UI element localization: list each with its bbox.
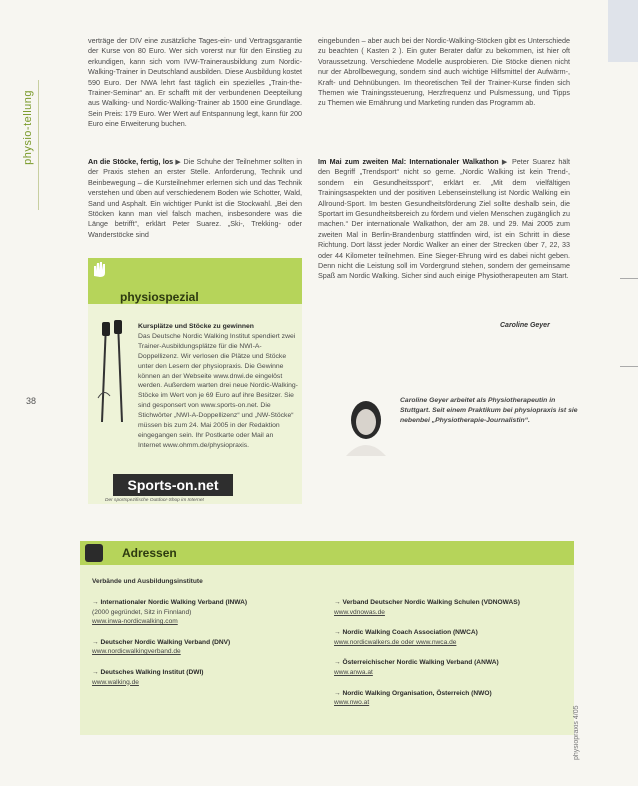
arrow-icon: ▶: [175, 157, 184, 166]
body-column-left-top: [88, 36, 302, 130]
addresses-right-column: [334, 598, 564, 719]
arrow-icon: →: [334, 659, 343, 667]
address-entry: [334, 628, 564, 647]
author-photo: [342, 394, 390, 456]
paragraph: [318, 157, 570, 282]
spezial-heading: Kursplätze und Stöcke zu gewinnen: [138, 323, 254, 330]
paragraph-text: Peter Suarez hält den Begriff „Trendsport“ nicht so gerne. „Nordic Walking ist kein Trend-, sondern ein Gesundheitssport“, erklärt er. „Mit dem vielfältigen Trainingsaspekten und der positiven Lebenseinstellung ist Nordic Walking ein Allround-Sport. Im besten Gesundheitsförderung Ziel sollte deshalb sein, die Sportart im Gesundheitsbereich zu fördern und vielen Menschen zugänglich zu machen.“ Der internationale Walkathon, der am 28. und 29. Mai 2005 zum zweiten Mal in Berlin-Brandenburg stattfinden wird, ist ein Schritt in diese Richtung. Dort lässt jeder Nordic Walker an einer der Strecken über 7, 22, 33 oder 44 Kilometer teilnehmen. Eine Sieger-Ehrung wird es dabei nicht geben. Denn nicht die Leistung soll im Vordergrund stehen, sondern der gemeinsame Spaß am Nordic Walking. Sicher sind auch einige Physiotherapeuten am Start.: [318, 157, 570, 281]
org-link[interactable]: www.anwa.at: [334, 668, 373, 676]
address-book-icon: [85, 544, 103, 562]
walking-poles-image: [92, 318, 132, 428]
hand-icon: [88, 258, 110, 280]
addresses-left-column: [92, 598, 312, 698]
body-column-right-top: [318, 36, 570, 109]
spezial-paragraph: Das Deutsche Nordic Walking Institut spendiert zwei Trainer-Ausbildungsplätze für die NWI-A-Doppellizenz. Wir verlosen die Plätze und Stöcke unter den Lesern der physiopraxis. Die Gewinne können an der Webseite www.dnwi.de eingelöst werden. Außerdem warten drei neue Nordic-Walking-Stöcke im Wert von je 69 Euro auf ihre Besitzer. Sie sind gesponsert von www.sports-on.net. Die Stichwörter „NWI-A-Doppellizenz“ und „NW-Stöcke“ müssen bis zum 24. Mai 2005 in der Redaktion eingegangen sein. Ihr Postkarte oder Mail an Internet www.ohmm.de/physiopraxis.: [138, 332, 298, 449]
org-name: Verband Deutscher Nordic Walking Schulen (VDNOWAS): [342, 599, 520, 606]
paragraph: eingebunden – aber auch bei der Nordic-Walking-Stöcken gibt es Unterschiede zu beachten ( Kasten 2 ). Ein guter Berater dafür zu bekommen, ist hier oft Voraussetzung. Verschiedene Modelle ausprobieren. Die Stöcke dienen nicht nur der Abrollbewegung, sondern sind auch wichtige Hilfsmittel der Aufwärm-, Kraft- und Dehnübungen. Im theoretischen Teil der Trainer-Kurse finden sich Themen wie Trainingssteuerung, Herzfrequenz und Pulsmessung, und Tipps zu Themen wie Ernährung und Marketing runden das Programm ab.: [318, 36, 570, 108]
org-name: Nordic Walking Coach Association (NWCA): [342, 629, 478, 637]
sports-on-tagline: Der sportspezifische Outdoor-Shop im Internet: [105, 498, 204, 503]
author-bio: Caroline Geyer arbeitet als Physiotherapeutin in Stuttgart. Seit einem Praktikum bei physiopraxis ist sie nebenbei „Physiotherapie-Journalistin“.: [400, 397, 578, 424]
corner-tab: [608, 0, 638, 62]
arrow-icon: →: [334, 689, 343, 697]
paragraph-text: Die Schuhe der Teilnehmer sollten in der Praxis stehen an erster Stelle. Anforderung, Technik und Beinbewegung – die Kursteilnehmer erlernen sich und das Technik verstehen und üben auf verschiedenem Boden wie Schotter, Wald, Sand und Asphalt. Ein wichtiger Punkt ist die Stockwahl. „Bei den Stöcken kann man viel falsch machen, insbesondere was die Länge betrifft“, erklärt Peter Suarez. „Ski-, Trekking- oder Wanderstöcke sind: [88, 157, 302, 239]
section-heading: Im Mai zum zweiten Mal: Internationaler Walkathon: [318, 157, 499, 166]
spezial-text: [138, 322, 298, 451]
org-link[interactable]: www.walking.de: [92, 678, 139, 686]
org-link[interactable]: www.inwa-nordicwalking.com: [92, 618, 178, 626]
body-column-right-mid: [318, 157, 570, 282]
arrow-icon: →: [334, 599, 343, 606]
org-name: Deutscher Nordic Walking Verband (DNV): [100, 638, 231, 646]
page-number: 38: [26, 396, 37, 406]
org-link[interactable]: www.nwo.at: [334, 699, 370, 707]
paragraph: [88, 157, 302, 240]
body-column-left-mid: [88, 157, 302, 240]
address-entry: [334, 689, 564, 708]
org-name: Nordic Walking Organisation, Österreich (NWO): [342, 689, 492, 697]
address-entry: [92, 638, 312, 657]
org-name: Deutsches Walking Institut (DWI): [100, 668, 204, 676]
org-name: Österreichischer Nordic Walking Verband (ANWA): [342, 659, 499, 667]
arrow-icon: →: [92, 638, 101, 646]
section-label: physio-tellung: [22, 90, 34, 165]
arrow-icon: →: [92, 668, 101, 676]
arrow-icon: →: [92, 599, 101, 606]
org-detail: (2000 gegründet, Sitz in Finnland): [92, 608, 192, 616]
sports-on-logo: Sports-on.net: [113, 474, 233, 496]
addresses-title: Adressen: [122, 546, 177, 560]
arrow-icon: →: [334, 629, 343, 637]
addresses-subtitle: Verbände und Ausbildungsinstitute: [92, 578, 203, 585]
section-rule: [38, 80, 39, 210]
spezial-title: physiospezial: [120, 290, 199, 304]
edge-mark: [620, 366, 638, 367]
edge-mark: [620, 278, 638, 279]
issue-label: physiopraxis 4/05: [573, 705, 580, 760]
org-name: Internationaler Nordic Walking Verband (INWA): [100, 599, 248, 606]
org-link[interactable]: www.nordicwalkers.de oder www.nwca.de: [334, 638, 457, 646]
section-heading: An die Stöcke, fertig, los: [88, 157, 174, 166]
author-signoff: Caroline Geyer: [500, 322, 550, 329]
org-link[interactable]: www.vdnowas.de: [334, 608, 385, 616]
address-entry: [92, 598, 312, 627]
arrow-icon: ▶: [501, 157, 512, 166]
address-entry: [92, 668, 312, 687]
org-link[interactable]: www.nordicwalkingverband.de: [92, 648, 181, 656]
paragraph: verträge der DIV eine zusätzliche Tages-ein- und Vertragsgarantie der Kurse von 80 Euro. Wer sich vorerst nur für den Einstieg zu erkundigen, kann sich vom IVW-Trainerausbildung zum Nordic-Walking-Trainer in Deutschland ausbilden. Diese Ausbildung kostet 590 Euro. Der NWA lehrt fast täglich ein spezielles „Train-the-Trainer-Seminar“ an. Er schafft mit der verbundenen Deepteilung aus Walking- und Nordic-Walking-Trainer ab 1500 eine Grundlage. Sein Preis: 179 Euro. Wer Wert auf Entspannung legt, kann für 200 Euro eine Erweiterung buchen.: [88, 36, 302, 129]
address-entry: [334, 658, 564, 677]
address-entry: [334, 598, 564, 617]
